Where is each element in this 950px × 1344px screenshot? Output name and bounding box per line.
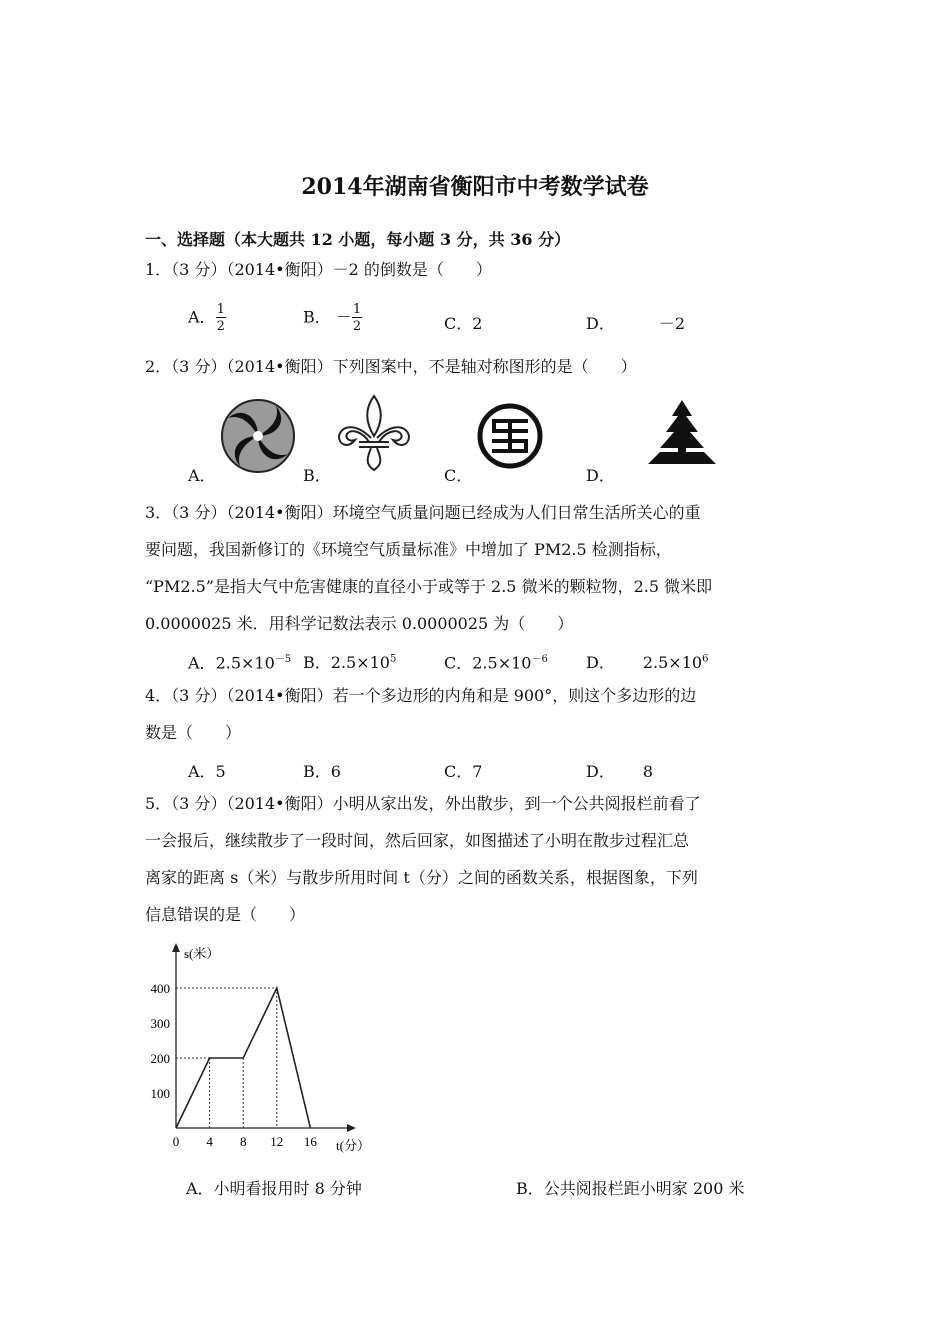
bank-logo-figure <box>476 402 544 470</box>
q3-option-d-exponent: 6 <box>702 653 709 665</box>
q3-line-3: “PM2.5”是指大气中危害健康的直径小于或等于 2.5 微米的颗粒物，2.5 微米即 <box>145 577 713 596</box>
q5-line-3: 离家的距离 s（米）与散步所用时间 t（分）之间的函数关系，根据图象，下列 <box>145 868 698 887</box>
q5-option-b: B．公共阅报栏距小明家 200 米 <box>516 1179 745 1198</box>
q1-option-b-fraction <box>352 303 362 333</box>
q5-line-2: 一会报后，继续散步了一段时间，然后回家，如图描述了小明在散步过程汇总 <box>145 831 690 850</box>
q1-option-d-label: D． <box>586 314 615 333</box>
q3-option-b <box>303 650 396 673</box>
q3-option-a <box>188 650 291 673</box>
q2-option-b: B． <box>303 466 331 485</box>
q2-option-a: A． <box>188 466 216 485</box>
q1-option-a-fraction <box>216 303 226 333</box>
q1-option-b-sign: － <box>335 307 352 327</box>
q3-option-d-base: 2.5×10 <box>642 653 703 672</box>
q3-option-b-exponent: 5 <box>389 653 397 665</box>
q4-option-d <box>586 759 653 782</box>
y-axis-label: s(米） <box>184 946 220 961</box>
q1-option-a <box>188 303 226 333</box>
pine-tree-figure <box>646 398 718 470</box>
q5-line-1: 5．（3 分）（2014•衡阳）小明从家出发，外出散步，到一个公共阅报栏前看了 <box>145 794 701 813</box>
y-tick-label: 200 <box>150 1051 170 1066</box>
q5-option-a: A．小明看报用时 8 分钟 <box>186 1179 362 1198</box>
q3-option-a-base: 2.5×10 <box>215 653 275 673</box>
q1-option-b-label: B． <box>303 307 331 327</box>
fraction-denominator: 2 <box>352 319 362 334</box>
y-tick-label: 400 <box>150 981 170 996</box>
q2-option-c: C． <box>444 466 473 485</box>
x-tick-label: 4 <box>206 1134 213 1149</box>
q3-option-b-label: B． <box>303 653 331 672</box>
page-title: 2014年湖南省衡阳市中考数学试卷 <box>301 174 649 200</box>
x-tick-label: 8 <box>239 1134 247 1149</box>
fleur-de-lis-figure <box>335 392 413 474</box>
q4-option-a: A．5 <box>188 762 226 781</box>
q4-option-d-label: D． <box>586 762 615 781</box>
q3-line-4: 0.0000025 米．用科学记数法表示 0.0000025 为（ ） <box>145 614 574 633</box>
x-tick-label: 0 <box>172 1134 180 1149</box>
q1-option-b <box>303 303 362 333</box>
q1-stem: 1．（3 分）（2014•衡阳）－2 的倒数是（ ） <box>145 260 492 279</box>
distance-time-chart <box>140 938 390 1163</box>
x-axis-arrow <box>347 1124 356 1132</box>
q3-option-d-label: D． <box>586 653 615 672</box>
swirl-emblem-figure <box>220 398 296 474</box>
q3-line-2: 要问题，我国新修订的《环境空气质量标准》中增加了 PM2.5 检测指标， <box>145 540 672 559</box>
q3-option-a-label: A． <box>188 653 216 673</box>
fraction-numerator: 1 <box>352 302 362 317</box>
q3-option-b-base: 2.5×10 <box>330 653 390 672</box>
fraction-numerator: 1 <box>216 302 225 317</box>
q3-option-c-exponent: －6 <box>531 654 548 665</box>
q3-option-c-base: 2.5×10 <box>472 653 532 673</box>
x-tick-label: 16 <box>303 1134 317 1149</box>
q3-option-c <box>444 650 548 673</box>
q4-option-b: B．6 <box>303 762 341 781</box>
y-axis-arrow <box>172 943 180 952</box>
q3-option-a-exponent: －5 <box>274 654 292 665</box>
q4-option-d-value: 8 <box>642 762 654 781</box>
fraction-denominator: 2 <box>216 319 225 334</box>
y-tick-label: 100 <box>150 1086 170 1101</box>
q3-option-c-label: C． <box>444 653 473 673</box>
q4-line-2: 数是（ ） <box>145 723 242 742</box>
x-tick-label: 12 <box>270 1134 284 1149</box>
q3-option-d <box>586 650 708 673</box>
q1-option-c: C．2 <box>444 314 483 333</box>
q1-option-d <box>586 311 685 334</box>
q5-line-4: 信息错误的是（ ） <box>145 905 306 924</box>
x-axis-label: t(分） <box>336 1138 370 1153</box>
y-tick-label: 300 <box>150 1016 170 1031</box>
q4-option-c: C．7 <box>444 762 483 781</box>
q1-option-d-value: －2 <box>658 314 686 333</box>
q4-line-1: 4．（3 分）（2014•衡阳）若一个多边形的内角和是 900°，则这个多边形的边 <box>145 686 697 705</box>
q3-line-1: 3．（3 分）（2014•衡阳）环境空气质量问题已经成为人们日常生活所关心的重 <box>145 503 701 522</box>
q2-stem: 2．（3 分）（2014•衡阳）下列图案中，不是轴对称图形的是（ ） <box>145 357 637 376</box>
q2-option-d: D． <box>586 466 615 485</box>
q1-option-a-label: A． <box>188 307 216 327</box>
section-heading: 一、选择题（本大题共 12 小题，每小题 3 分，共 36 分） <box>145 230 571 249</box>
